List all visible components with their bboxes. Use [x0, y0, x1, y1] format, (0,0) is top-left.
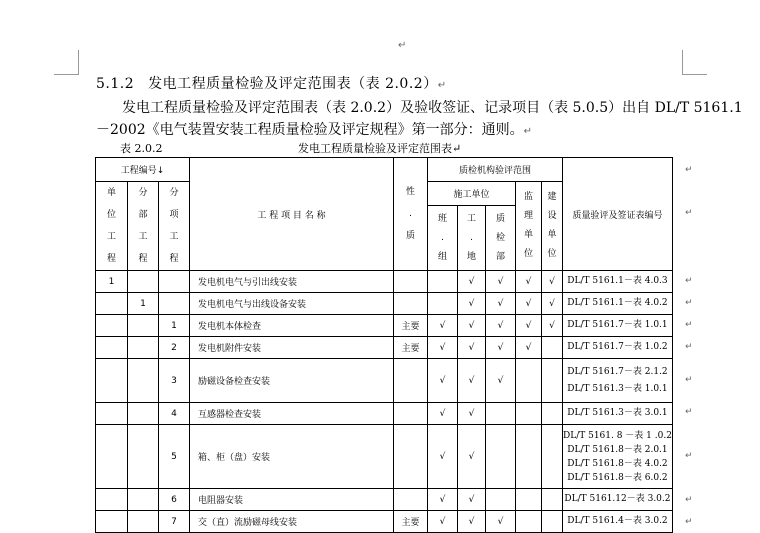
paragraph-line-1: 发电工程质量检验及评定范围表（表 2.0.2）及验收签证、记录项目（表 5.0.5）出自 DL/T 5161.1 — [122, 100, 743, 116]
table-row: 5 箱、柜（盘）安装 √ √ DL/T 5161. 8 －表 1 .0.2 DL/T 5161.8－表 2.0.1 DL/T 5161.8－表 4.0.2 DL/T 5161.8－表 6.0.2 — [96, 425, 673, 489]
row-end-mark: ↵ — [685, 208, 693, 218]
row-end-mark: ↵ — [685, 451, 693, 461]
header-team: 班 . 组 — [428, 206, 458, 271]
row-end-mark: ↵ — [685, 276, 693, 286]
inspection-scope-table — [95, 157, 673, 533]
header-form-no: 质量验评及签证表编号 — [563, 158, 673, 271]
header-inspection-scope: 质检机构验评范围 — [428, 158, 563, 182]
header-construction-unit: 施工单位 — [428, 182, 516, 206]
table-row: 1 发电机本体检查 主要 √ √ √ √ √ DL/T 5161.7－表 1.0.1 — [96, 315, 673, 337]
section-number: 5.1.2 — [96, 76, 135, 92]
header-project-code: 工程编号↓ — [96, 158, 190, 182]
header-site: 工 . 地 — [458, 206, 486, 271]
table-title: 发电工程质量检验及评定范围表↵ — [298, 142, 462, 155]
table-row: 6 电阻器安装 √ √ DL/T 5161.12－表 3.0.2 — [96, 489, 673, 511]
paragraph-mark: ↵ — [398, 40, 407, 51]
header-division: 分 部 工 程 — [128, 182, 159, 271]
section-title: 发电工程质量检验及评定范围表（表 2.0.2） — [148, 76, 438, 92]
row-end-mark: ↵ — [685, 320, 693, 330]
row-end-mark: ↵ — [685, 407, 693, 417]
table-row: 4 互感器检查安装 √ √ DL/T 5161.3－表 3.0.1 — [96, 403, 673, 425]
header-owner: 建 设 单 位 — [542, 182, 563, 271]
row-end-mark: ↵ — [685, 298, 693, 308]
table-number: 表 2.0.2 — [120, 142, 163, 155]
table-row: 2 发电机附件安装 主要 √ √ √ √ DL/T 5161.7－表 1.0.2 — [96, 337, 673, 359]
header-unit: 单 位 工 程 — [96, 182, 128, 271]
header-name: 工 程 项 目 名 称 — [190, 158, 394, 271]
row-end-mark: ↵ — [685, 375, 693, 385]
row-end-mark: ↵ — [685, 342, 693, 352]
page-corner-right — [682, 50, 707, 75]
row-end-mark: ↵ — [685, 495, 693, 505]
row-end-mark: ↵ — [685, 517, 693, 527]
paragraph-line-2: －2002《电气装置安装工程质量检验及评定规程》第一部分：通则。↵ — [96, 122, 533, 138]
table-row: 1 发电机电气与引出线安装 √ √ √ √ DL/T 5161.1－表 4.0.3 — [96, 271, 673, 293]
table-row: 3 励磁设备检查安装 √ √ √ DL/T 5161.7－表 2.1.2 DL/T 5161.3－表 1.0.1 — [96, 359, 673, 403]
header-item: 分 项 工 程 — [159, 182, 190, 271]
header-nature: 性 . 质 — [394, 158, 428, 271]
table-row: 1 发电机电气与出线设备安装 √ √ √ √ DL/T 5161.1－表 4.0.2 — [96, 293, 673, 315]
row-end-mark: ↵ — [685, 165, 693, 175]
header-qc-dept: 质 检 部 — [486, 206, 516, 271]
page-corner-left — [54, 50, 79, 75]
section-heading: 5.1.2 发电工程质量检验及评定范围表（表 2.0.2）↵ — [96, 76, 447, 92]
header-supervision: 监 理 单 位 — [516, 182, 542, 271]
table-row: 7 交（直）流励磁母线安装 主要 √ √ √ DL/T 5161.4－表 3.0.2 — [96, 511, 673, 533]
